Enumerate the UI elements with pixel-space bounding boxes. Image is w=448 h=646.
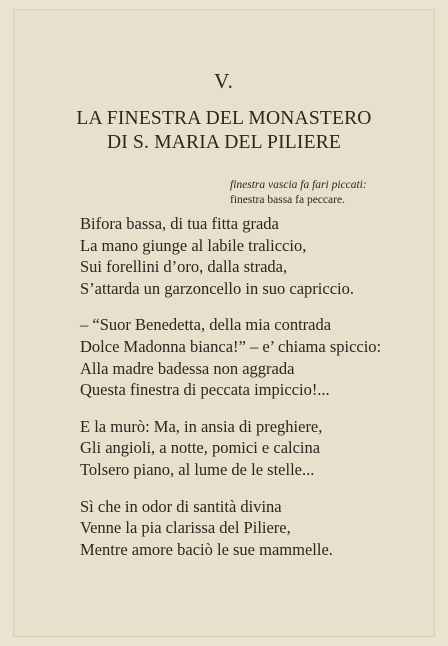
poem-title-line-1: LA FINESTRA DEL MONASTERO	[76, 108, 372, 129]
verse-line: Tolsero piano, al lume de le stelle...	[80, 459, 315, 479]
stanza-2	[80, 314, 381, 400]
verse-line: E la murò: Ma, in ansia di preghiere,	[80, 416, 323, 436]
verse-line: Bifora bassa, di tua fitta grada	[80, 214, 279, 233]
verse-line: Dolce Madonna bianca!” – e’ chiama spiccio:	[80, 336, 382, 356]
verse-line: S’attarda un garzoncello in suo capriccio.	[80, 278, 354, 298]
verse-line: – “Suor Benedetta, della mia contrada	[80, 315, 332, 335]
epigraph-dialect-line: finestra vascia fa fari piccati:	[230, 179, 367, 191]
poem-body	[80, 213, 381, 575]
verse-line: Sì che in odor di santità divina	[80, 496, 282, 516]
epigraph-italian-line: finestra bassa fa peccare.	[230, 194, 345, 206]
stanza-1	[80, 213, 381, 299]
verse-line: Alla madre badessa non aggrada	[80, 358, 295, 378]
verse-line: Gli angioli, a notte, pomici e calcina	[80, 438, 321, 458]
verse-line: Questa finestra di peccata impiccio!...	[80, 380, 330, 400]
stanza-3	[80, 416, 381, 481]
verse-line: Venne la pia clarissa del Piliere,	[80, 518, 291, 538]
epigraph	[230, 178, 367, 208]
verse-line: La mano giunge al labile traliccio,	[80, 235, 307, 255]
poem-title-line-2: DI S. MARIA DEL PILIERE	[106, 132, 342, 153]
verse-line: Mentre amore baciò le sue mammelle.	[80, 539, 333, 559]
stanza-4	[80, 496, 381, 561]
book-page	[14, 10, 434, 636]
section-numeral: V.	[214, 69, 234, 93]
verse-line: Sui forellini d’oro, dalla strada,	[80, 257, 288, 277]
